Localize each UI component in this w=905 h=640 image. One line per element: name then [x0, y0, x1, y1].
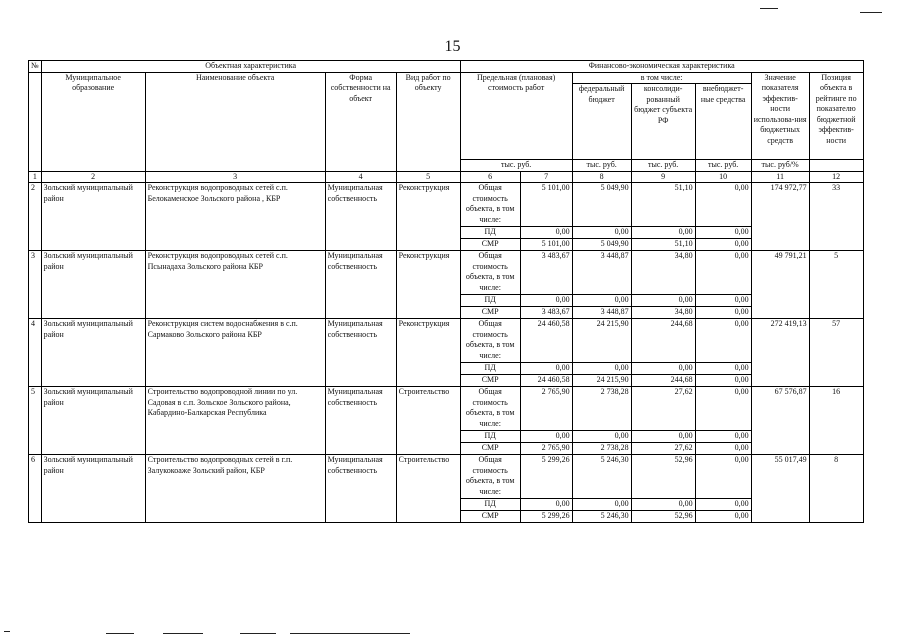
ownership-header: Форма собственности на объект: [325, 72, 396, 171]
pd-label: ПД: [460, 363, 520, 375]
pd-federal: 0,00: [572, 431, 631, 443]
total-label: Общая стоимость объекта, в том числе:: [460, 455, 520, 499]
unit-consolidated: тыс. руб.: [631, 160, 695, 172]
work-type: Строительство: [396, 387, 460, 455]
municipality: Зольский муниципальный район: [41, 387, 145, 455]
smr-label: СМР: [460, 307, 520, 319]
indicator-value: 55 017,49: [751, 455, 809, 523]
total-consolidated: 51,10: [631, 183, 695, 227]
fin-char-header: Финансово-экономическая характеристика: [460, 61, 863, 73]
investment-table: [28, 60, 864, 523]
smr-consolidated: 51,10: [631, 239, 695, 251]
rating-position: 5: [809, 251, 863, 319]
indicator-value: 49 791,21: [751, 251, 809, 319]
total-consolidated: 52,96: [631, 455, 695, 499]
pd-cost: 0,00: [520, 227, 572, 239]
smr-federal: 3 448,87: [572, 307, 631, 319]
page-number: 15: [444, 38, 461, 55]
pd-federal: 0,00: [572, 227, 631, 239]
total-consolidated: 244,68: [631, 319, 695, 363]
smr-cost: 5 101,00: [520, 239, 572, 251]
ownership: Муниципальная собственность: [325, 455, 396, 523]
smr-cost: 2 765,90: [520, 443, 572, 455]
pd-federal: 0,00: [572, 363, 631, 375]
pd-offbudget: 0,00: [695, 295, 751, 307]
ownership: Муниципальная собственность: [325, 387, 396, 455]
object-name-header: Наименование объекта: [145, 72, 325, 171]
smr-cost: 3 483,67: [520, 307, 572, 319]
col-number: 4: [325, 171, 396, 183]
smr-offbudget: 0,00: [695, 375, 751, 387]
smr-cost: 24 460,58: [520, 375, 572, 387]
table-row: [29, 455, 864, 499]
total-offbudget: 0,00: [695, 319, 751, 363]
pd-label: ПД: [460, 295, 520, 307]
smr-cost: 5 299,26: [520, 511, 572, 523]
total-cost: 24 460,58: [520, 319, 572, 363]
total-offbudget: 0,00: [695, 387, 751, 431]
pd-consolidated: 0,00: [631, 499, 695, 511]
pd-cost: 0,00: [520, 499, 572, 511]
total-offbudget: 0,00: [695, 251, 751, 295]
row-number: 3: [29, 251, 42, 319]
pd-label: ПД: [460, 227, 520, 239]
municipality: Зольский муниципальный район: [41, 319, 145, 387]
municipality: Зольский муниципальный район: [41, 251, 145, 319]
col-number: 1: [29, 171, 42, 183]
smr-federal: 5 246,30: [572, 511, 631, 523]
municipality-header: Муниципальное образование: [41, 72, 145, 171]
table-row: [29, 319, 864, 363]
total-cost: 3 483,67: [520, 251, 572, 295]
col-number: 3: [145, 171, 325, 183]
consolidated-header: консолиди-рованный бюджет субъекта РФ: [631, 84, 695, 160]
object-name: Реконструкция систем водоснабжения в с.п. Сармаково Зольского района КБР: [145, 319, 325, 387]
table-row: [29, 183, 864, 227]
pd-federal: 0,00: [572, 499, 631, 511]
smr-label: СМР: [460, 443, 520, 455]
col-number: 9: [631, 171, 695, 183]
scan-mark: [4, 631, 10, 632]
cost-limit-header: Предельная (плановая) стоимость работ: [460, 72, 572, 160]
pd-cost: 0,00: [520, 295, 572, 307]
col-number: 10: [695, 171, 751, 183]
pd-consolidated: 0,00: [631, 363, 695, 375]
ownership: Муниципальная собственность: [325, 319, 396, 387]
object-name: Строительство водопроводных сетей в г.п. Залукокоаже Зольский район, КБР: [145, 455, 325, 523]
pd-consolidated: 0,00: [631, 431, 695, 443]
col-num-header: №: [29, 61, 42, 73]
smr-label: СМР: [460, 375, 520, 387]
rating-position: 57: [809, 319, 863, 387]
total-federal: 24 215,90: [572, 319, 631, 363]
smr-consolidated: 52,96: [631, 511, 695, 523]
scan-mark: [290, 633, 410, 634]
smr-consolidated: 34,80: [631, 307, 695, 319]
col-number: 5: [396, 171, 460, 183]
unit-cost: тыс. руб.: [460, 160, 572, 172]
col-number: 12: [809, 171, 863, 183]
pd-offbudget: 0,00: [695, 227, 751, 239]
smr-offbudget: 0,00: [695, 239, 751, 251]
rating-position: 16: [809, 387, 863, 455]
total-offbudget: 0,00: [695, 455, 751, 499]
smr-offbudget: 0,00: [695, 307, 751, 319]
pd-cost: 0,00: [520, 431, 572, 443]
unit-offbudget: тыс. руб.: [695, 160, 751, 172]
indicator-value: 67 576,87: [751, 387, 809, 455]
rating-position: 8: [809, 455, 863, 523]
total-label: Общая стоимость объекта, в том числе:: [460, 387, 520, 431]
position-header: Позиция объекта в рейтинге по показателю бюджетной эффектив-ности: [809, 72, 863, 160]
total-federal: 5 246,30: [572, 455, 631, 499]
work-type: Строительство: [396, 455, 460, 523]
object-char-header: Объектная характеристика: [41, 61, 460, 73]
work-type: Реконструкция: [396, 251, 460, 319]
row-number: 4: [29, 319, 42, 387]
col-number: 11: [751, 171, 809, 183]
pd-offbudget: 0,00: [695, 363, 751, 375]
row-number: 5: [29, 387, 42, 455]
rating-position: 33: [809, 183, 863, 251]
smr-consolidated: 27,62: [631, 443, 695, 455]
scan-mark: [163, 633, 203, 634]
object-name: Реконструкция водопроводных сетей с.п. Белокаменское Зольского района , КБР: [145, 183, 325, 251]
work-type-header: Вид работ по объекту: [396, 72, 460, 171]
unit-federal: тыс. руб.: [572, 160, 631, 172]
indicator-header: Значение показателя эффектив-ности использова-ния бюджетных средств: [751, 72, 809, 160]
incl-header: в том числе:: [572, 72, 751, 84]
pd-consolidated: 0,00: [631, 295, 695, 307]
smr-federal: 5 049,90: [572, 239, 631, 251]
work-type: Реконструкция: [396, 319, 460, 387]
total-cost: 2 765,90: [520, 387, 572, 431]
col-number: 6: [460, 171, 520, 183]
ownership: Муниципальная собственность: [325, 183, 396, 251]
col-number: 2: [41, 171, 145, 183]
total-federal: 2 738,28: [572, 387, 631, 431]
municipality: Зольский муниципальный район: [41, 455, 145, 523]
smr-federal: 2 738,28: [572, 443, 631, 455]
federal-header: федеральный бюджет: [572, 84, 631, 160]
scan-mark: [106, 633, 134, 634]
total-label: Общая стоимость объекта, в том числе:: [460, 319, 520, 363]
offbudget-header: внебюджет-ные средства: [695, 84, 751, 160]
smr-label: СМР: [460, 239, 520, 251]
indicator-value: 174 972,77: [751, 183, 809, 251]
smr-consolidated: 244,68: [631, 375, 695, 387]
total-label: Общая стоимость объекта, в том числе:: [460, 251, 520, 295]
smr-offbudget: 0,00: [695, 443, 751, 455]
object-name: Реконструкция водопроводных сетей с.п. Псынадаха Зольского района КБР: [145, 251, 325, 319]
total-federal: 3 448,87: [572, 251, 631, 295]
scan-mark: [860, 12, 882, 13]
object-name: Строительство водопроводной линии по ул. Садовая в с.п. Зольское Зольского района, Кабардино-Балкарская Республика: [145, 387, 325, 455]
scan-mark: [240, 633, 276, 634]
smr-offbudget: 0,00: [695, 511, 751, 523]
total-offbudget: 0,00: [695, 183, 751, 227]
total-consolidated: 27,62: [631, 387, 695, 431]
total-cost: 5 299,26: [520, 455, 572, 499]
row-number: 6: [29, 455, 42, 523]
total-cost: 5 101,00: [520, 183, 572, 227]
pd-label: ПД: [460, 431, 520, 443]
total-consolidated: 34,80: [631, 251, 695, 295]
total-federal: 5 049,90: [572, 183, 631, 227]
row-number: 2: [29, 183, 42, 251]
pd-federal: 0,00: [572, 295, 631, 307]
pd-offbudget: 0,00: [695, 431, 751, 443]
col-number: 7: [520, 171, 572, 183]
scan-mark: [760, 8, 778, 9]
municipality: Зольский муниципальный район: [41, 183, 145, 251]
work-type: Реконструкция: [396, 183, 460, 251]
table-row: [29, 387, 864, 431]
pd-cost: 0,00: [520, 363, 572, 375]
pd-label: ПД: [460, 499, 520, 511]
unit-indicator: тыс. руб/%: [751, 160, 809, 172]
total-label: Общая стоимость объекта, в том числе:: [460, 183, 520, 227]
col-number: 8: [572, 171, 631, 183]
ownership: Муниципальная собственность: [325, 251, 396, 319]
table-row: [29, 251, 864, 295]
indicator-value: 272 419,13: [751, 319, 809, 387]
smr-label: СМР: [460, 511, 520, 523]
pd-offbudget: 0,00: [695, 499, 751, 511]
pd-consolidated: 0,00: [631, 227, 695, 239]
smr-federal: 24 215,90: [572, 375, 631, 387]
